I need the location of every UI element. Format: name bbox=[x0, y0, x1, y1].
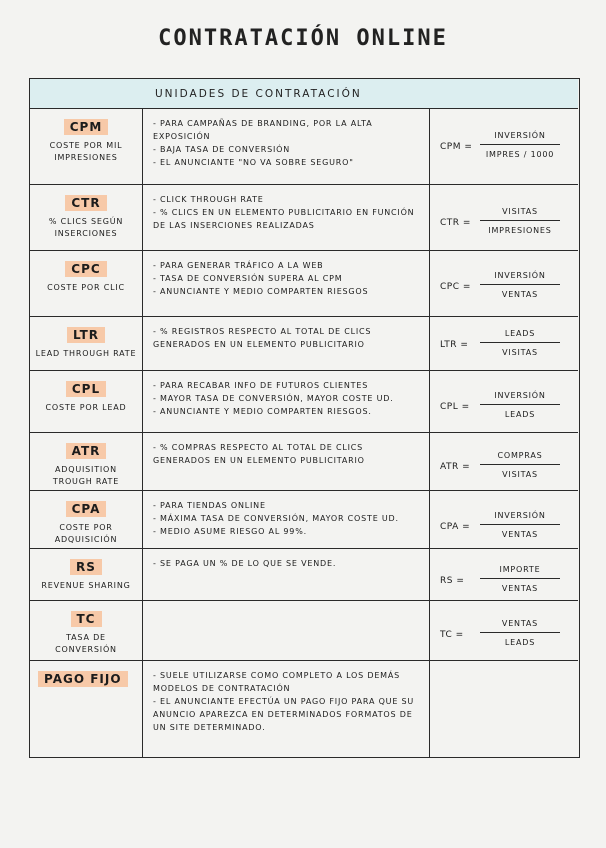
formula-fraction bbox=[480, 451, 560, 479]
unit-abbreviation: PAGO FIJO bbox=[38, 671, 128, 687]
table-row bbox=[30, 317, 578, 371]
formula-label: CPL = bbox=[440, 402, 470, 412]
unit-full-name: REVENUE SHARING bbox=[41, 581, 131, 590]
unit-name-cell bbox=[30, 317, 143, 370]
description-bullet: - SUELE UTILIZARSE COMO COMPLETO A LOS DEMÁS MODELOS DE CONTRATACIÓN bbox=[153, 671, 401, 693]
formula-label: TC = bbox=[440, 630, 464, 640]
unit-description-cell bbox=[143, 491, 430, 548]
unit-name-cell bbox=[30, 549, 143, 600]
formula-label: RS = bbox=[440, 576, 465, 586]
formula-numerator: INVERSIÓN bbox=[480, 131, 560, 145]
unit-description-cell bbox=[143, 251, 430, 316]
formula-numerator: INVERSIÓN bbox=[480, 271, 560, 285]
description-bullet: - BAJA TASA DE CONVERSIÓN bbox=[153, 145, 291, 154]
formula-denominator: VENTAS bbox=[501, 584, 539, 593]
description-bullet: - MÁXIMA TASA DE CONVERSIÓN, MAYOR COSTE UD. bbox=[153, 514, 399, 523]
unit-abbreviation: RS bbox=[70, 559, 102, 575]
formula-denominator: LEADS bbox=[504, 410, 536, 419]
unit-description-cell bbox=[143, 109, 430, 184]
description-bullet: - % REGISTROS RESPECTO AL TOTAL DE CLICS GENERADOS EN UN ELEMENTO PUBLICITARIO bbox=[153, 327, 372, 349]
unit-name-cell bbox=[30, 185, 143, 250]
formula-numerator: VENTAS bbox=[480, 619, 560, 633]
formula-fraction bbox=[480, 619, 560, 647]
unit-formula-cell bbox=[430, 251, 578, 316]
unit-formula-cell bbox=[430, 317, 578, 370]
description-bullet: - ANUNCIANTE Y MEDIO COMPARTEN RIESGOS. bbox=[153, 407, 372, 416]
table-row bbox=[30, 549, 578, 601]
formula-fraction bbox=[480, 391, 560, 419]
table-row bbox=[30, 109, 578, 185]
unit-description-cell bbox=[143, 317, 430, 370]
formula-fraction bbox=[480, 565, 560, 593]
table-row bbox=[30, 661, 578, 757]
unit-formula-cell bbox=[430, 601, 578, 660]
unit-description-cell bbox=[143, 371, 430, 432]
description-bullet: - SE PAGA UN % DE LO QUE SE VENDE. bbox=[153, 559, 337, 568]
description-bullet: - PARA CAMPAÑAS DE BRANDING, POR LA ALTA EXPOSICIÓN bbox=[153, 119, 373, 141]
unit-formula-cell bbox=[430, 491, 578, 548]
formula-denominator: VISITAS bbox=[502, 348, 538, 357]
formula-fraction bbox=[480, 329, 560, 357]
description-bullet: - CLICK THROUGH RATE bbox=[153, 195, 264, 204]
unit-name-cell bbox=[30, 109, 143, 184]
formula-denominator: IMPRESIONES bbox=[488, 226, 552, 235]
unit-name-cell bbox=[30, 601, 143, 660]
unit-full-name: COSTE POR CLIC bbox=[47, 283, 125, 292]
unit-abbreviation: CPC bbox=[65, 261, 106, 277]
unit-full-name: COSTE POR LEAD bbox=[45, 403, 127, 412]
formula-label: LTR = bbox=[440, 340, 469, 350]
table-row bbox=[30, 491, 578, 549]
unit-abbreviation: CTR bbox=[65, 195, 106, 211]
unit-formula-cell bbox=[430, 549, 578, 600]
formula-label: CPC = bbox=[440, 282, 471, 292]
description-bullet: - PARA GENERAR TRÁFICO A LA WEB bbox=[153, 261, 324, 270]
unit-name-cell bbox=[30, 251, 143, 316]
unit-full-name: TASA DE CONVERSIÓN bbox=[55, 633, 117, 654]
unit-description-cell bbox=[143, 185, 430, 250]
table-header-label: UNIDADES DE CONTRATACIÓN bbox=[155, 88, 362, 100]
unit-abbreviation: LTR bbox=[67, 327, 105, 343]
description-bullet: - EL ANUNCIANTE EFECTÚA UN PAGO FIJO PARA QUE SU ANUNCIO APAREZCA EN DETERMINADOS FORMATOS DE UN SITE DETERMINADO. bbox=[153, 697, 415, 732]
description-bullet: - % COMPRAS RESPECTO AL TOTAL DE CLICS GENERADOS EN UN ELEMENTO PUBLICITARIO bbox=[153, 443, 365, 465]
formula-denominator: IMPRES / 1000 bbox=[485, 150, 555, 159]
unit-name-cell bbox=[30, 661, 143, 757]
table-row bbox=[30, 433, 578, 491]
unit-description-cell bbox=[143, 661, 430, 757]
formula-label: CPM = bbox=[440, 142, 473, 152]
unit-name-cell bbox=[30, 433, 143, 490]
unit-full-name: % CLICS SEGÚN INSERCIONES bbox=[48, 217, 124, 238]
description-bullet: - PARA TIENDAS ONLINE bbox=[153, 501, 266, 510]
unit-abbreviation: CPM bbox=[64, 119, 109, 135]
formula-denominator: LEADS bbox=[504, 638, 536, 647]
description-bullet: - TASA DE CONVERSIÓN SUPERA AL CPM bbox=[153, 274, 343, 283]
table-row bbox=[30, 371, 578, 433]
unit-description-cell bbox=[143, 549, 430, 600]
formula-label: ATR = bbox=[440, 462, 471, 472]
unit-formula-cell bbox=[430, 371, 578, 432]
formula-numerator: COMPRAS bbox=[480, 451, 560, 465]
units-table bbox=[29, 78, 580, 758]
unit-abbreviation: ATR bbox=[66, 443, 107, 459]
page-title: CONTRATACIÓN ONLINE bbox=[158, 26, 448, 51]
unit-name-cell bbox=[30, 371, 143, 432]
table-header bbox=[30, 79, 578, 109]
formula-fraction bbox=[480, 131, 560, 159]
table-row bbox=[30, 251, 578, 317]
description-bullet: - EL ANUNCIANTE "NO VA SOBRE SEGURO" bbox=[153, 158, 354, 167]
formula-label: CPA = bbox=[440, 522, 471, 532]
formula-denominator: VISITAS bbox=[502, 470, 538, 479]
table-row bbox=[30, 185, 578, 251]
formula-fraction bbox=[480, 511, 560, 539]
unit-description-cell bbox=[143, 601, 430, 660]
unit-abbreviation: TC bbox=[71, 611, 102, 627]
formula-numerator: IMPORTE bbox=[480, 565, 560, 579]
unit-full-name: ADQUISITION TROUGH RATE bbox=[52, 465, 120, 486]
formula-numerator: INVERSIÓN bbox=[480, 391, 560, 405]
formula-denominator: VENTAS bbox=[501, 530, 539, 539]
formula-numerator: INVERSIÓN bbox=[480, 511, 560, 525]
unit-formula-cell bbox=[430, 185, 578, 250]
description-bullet: - % CLICS EN UN ELEMENTO PUBLICITARIO EN FUNCIÓN DE LAS INSERCIONES REALIZADAS bbox=[153, 208, 415, 230]
formula-numerator: LEADS bbox=[480, 329, 560, 343]
unit-description-cell bbox=[143, 433, 430, 490]
unit-name-cell bbox=[30, 491, 143, 548]
description-bullet: - MAYOR TASA DE CONVERSIÓN, MAYOR COSTE UD. bbox=[153, 394, 394, 403]
unit-abbreviation: CPL bbox=[66, 381, 106, 397]
unit-full-name: COSTE POR MIL IMPRESIONES bbox=[49, 141, 123, 162]
formula-fraction bbox=[480, 207, 560, 235]
unit-full-name: COSTE POR ADQUISICIÓN bbox=[54, 523, 118, 544]
description-bullet: - PARA RECABAR INFO DE FUTUROS CLIENTES bbox=[153, 381, 369, 390]
description-bullet: - ANUNCIANTE Y MEDIO COMPARTEN RIESGOS bbox=[153, 287, 369, 296]
unit-abbreviation: CPA bbox=[66, 501, 107, 517]
formula-denominator: VENTAS bbox=[501, 290, 539, 299]
unit-formula-cell bbox=[430, 433, 578, 490]
unit-formula-cell bbox=[430, 109, 578, 184]
formula-fraction bbox=[480, 271, 560, 299]
table-row bbox=[30, 601, 578, 661]
unit-full-name: LEAD THROUGH RATE bbox=[35, 349, 137, 358]
formula-numerator: VISITAS bbox=[480, 207, 560, 221]
description-bullet: - MEDIO ASUME RIESGO AL 99%. bbox=[153, 527, 307, 536]
unit-formula-cell bbox=[430, 661, 578, 757]
formula-label: CTR = bbox=[440, 218, 471, 228]
